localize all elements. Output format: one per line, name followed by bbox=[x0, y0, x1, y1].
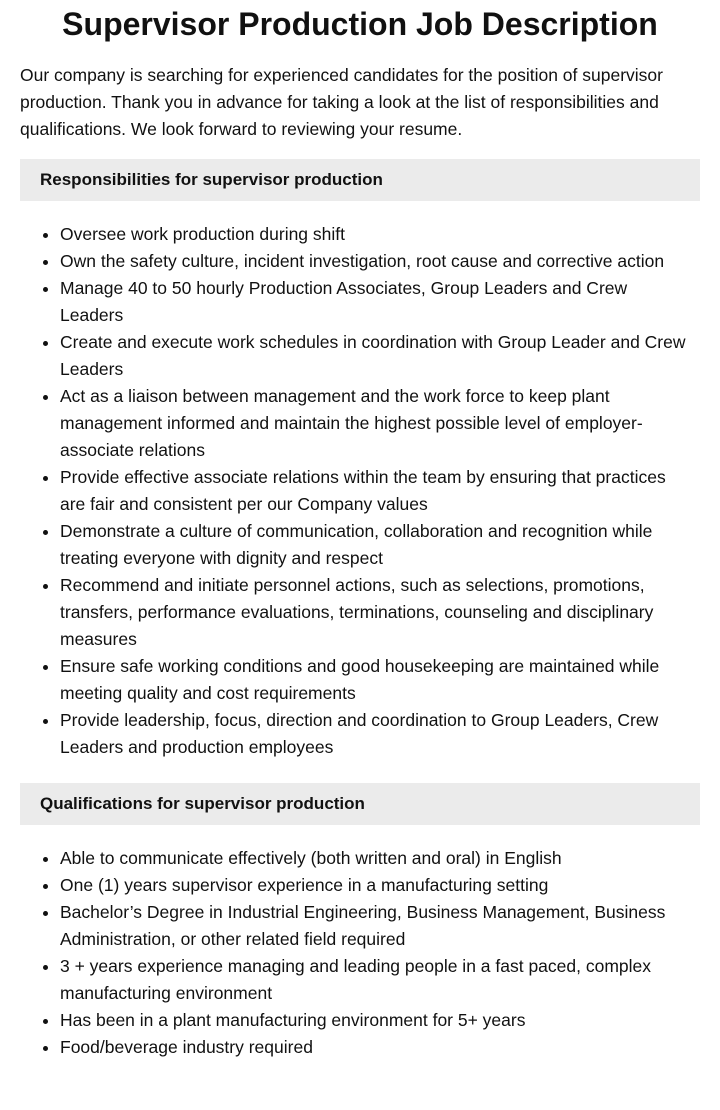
qualifications-list bbox=[20, 845, 700, 1061]
list-item: • Create and execute work schedules in coordination with Group Leader and Crew Leaders bbox=[60, 329, 700, 383]
list-item: • Provide effective associate relations within the team by ensuring that practices are fair and consistent per our Company values bbox=[60, 464, 700, 518]
responsibilities-list bbox=[20, 221, 700, 761]
list-item: • Provide leadership, focus, direction and coordination to Group Leaders, Crew Leaders and production employees bbox=[60, 707, 700, 761]
list-item: • Act as a liaison between management and the work force to keep plant management informed and maintain the highest possible level of employer-associate relations bbox=[60, 383, 700, 464]
list-item: • Recommend and initiate personnel actions, such as selections, promotions, transfers, performance evaluations, terminations, counseling and disciplinary measures bbox=[60, 572, 700, 653]
list-item: • 3 + years experience managing and leading people in a fast paced, complex manufacturing environment bbox=[60, 953, 700, 1007]
list-item: • Demonstrate a culture of communication, collaboration and recognition while treating everyone with dignity and respect bbox=[60, 518, 700, 572]
intro-text: Our company is searching for experienced candidates for the position of supervisor production. Thank you in advance for taking a look at the list of responsibilities and qualifications. We look forward to reviewing your resume. bbox=[20, 65, 663, 139]
list-item: • Oversee work production during shift bbox=[60, 221, 700, 248]
list-item: • Able to communicate effectively (both written and oral) in English bbox=[60, 845, 700, 872]
list-item: • Own the safety culture, incident investigation, root cause and corrective action bbox=[60, 248, 700, 275]
responsibilities-heading: Responsibilities for supervisor production bbox=[20, 159, 700, 201]
list-item: • Ensure safe working conditions and good housekeeping are maintained while meeting quality and cost requirements bbox=[60, 653, 700, 707]
list-item: • One (1) years supervisor experience in a manufacturing setting bbox=[60, 872, 700, 899]
list-item: • Has been in a plant manufacturing environment for 5+ years bbox=[60, 1007, 700, 1034]
qualifications-heading: Qualifications for supervisor production bbox=[20, 783, 700, 825]
list-item: • Food/beverage industry required bbox=[60, 1034, 700, 1061]
list-item: • Manage 40 to 50 hourly Production Associates, Group Leaders and Crew Leaders bbox=[60, 275, 700, 329]
list-item: • Bachelor’s Degree in Industrial Engineering, Business Management, Business Administration, or other related field required bbox=[60, 899, 700, 953]
page-title: Supervisor Production Job Description bbox=[62, 6, 658, 42]
